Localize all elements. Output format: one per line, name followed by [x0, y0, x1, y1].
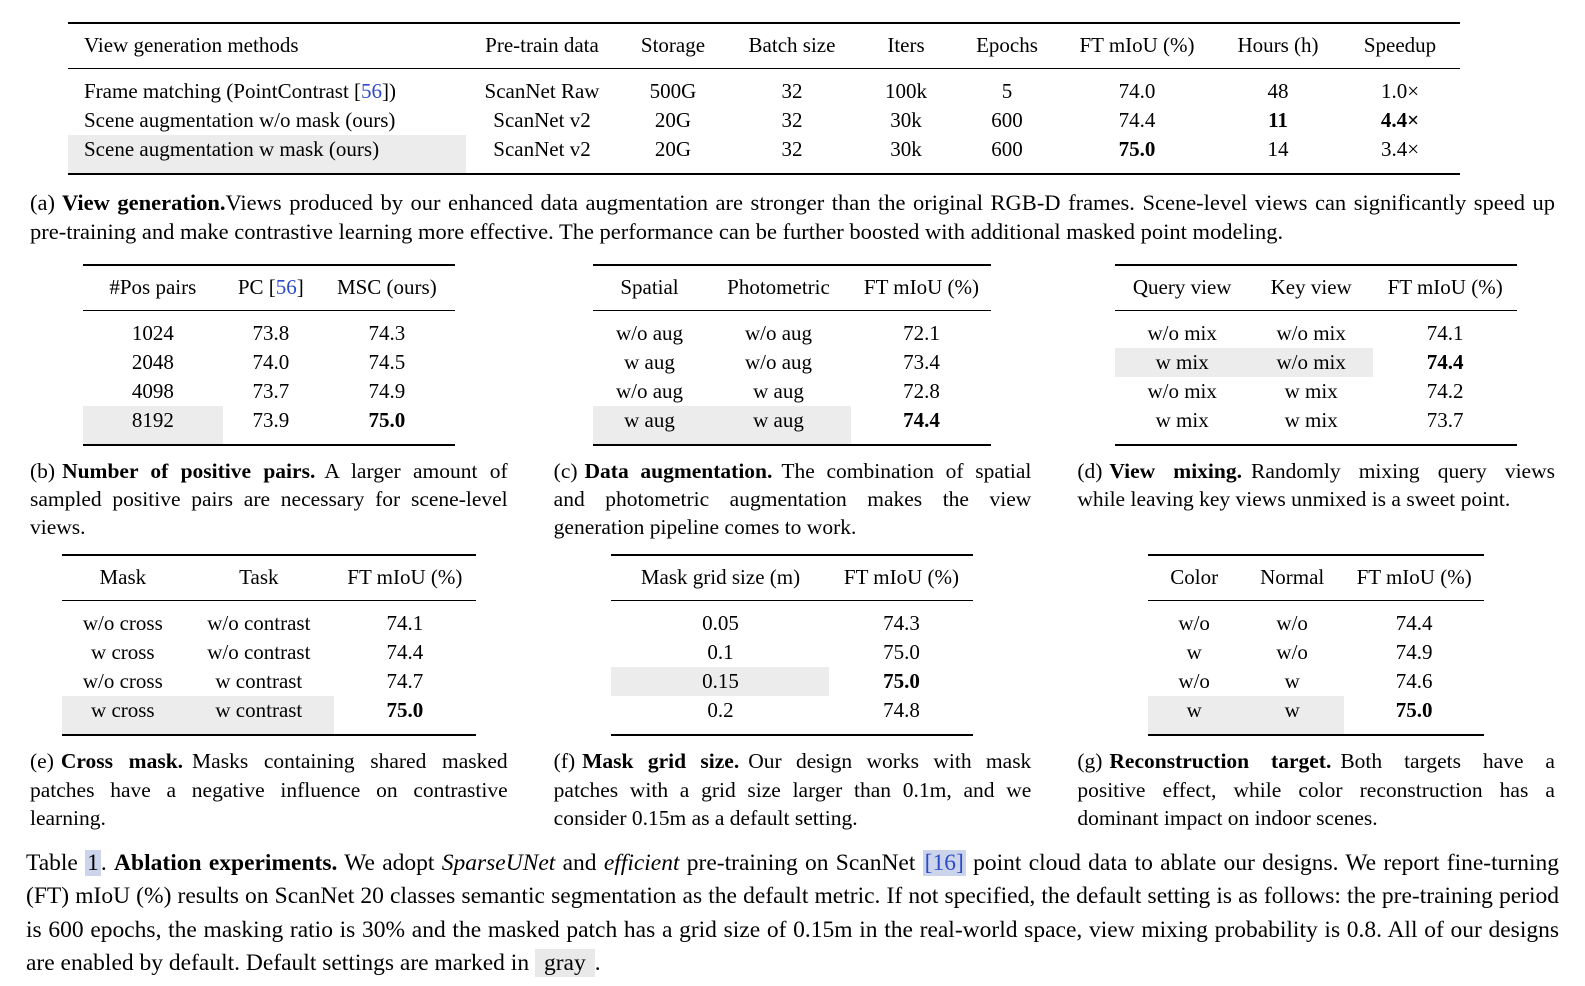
table-cell: 100k: [885, 79, 927, 103]
caption-title: Ablation experiments.: [114, 849, 338, 876]
table-row-default: [611, 667, 973, 696]
caption-title: Reconstruction target.: [1109, 749, 1332, 774]
table-cell: w/o: [1276, 640, 1308, 665]
mask-grid-size-table: [611, 554, 973, 736]
table-cell: w/o aug: [744, 320, 813, 345]
column-header: #Pos pairs: [83, 265, 223, 311]
table-cell: 2048: [131, 349, 174, 374]
column-header: Spatial: [593, 265, 705, 311]
table-cell: 30k: [890, 108, 922, 132]
table-row: [1148, 601, 1484, 639]
column-header: FT mIoU (%): [334, 555, 476, 601]
table-cell: 74.2: [1426, 378, 1464, 403]
italic-sparseunet: SparseUNet: [441, 849, 556, 876]
column-header: FT mIoU (%): [1373, 265, 1517, 311]
table-cell: w/o aug: [744, 349, 813, 374]
caption-b: [30, 457, 508, 541]
caption-label: (b): [30, 458, 56, 483]
table-cell: w mix: [1284, 378, 1338, 403]
table-cell: 74.4: [1395, 611, 1433, 636]
table-cell: 74.4: [1426, 349, 1464, 374]
table-cell: w mix: [1115, 348, 1249, 377]
table-cell: 1024: [131, 320, 174, 345]
table-cell: [68, 69, 466, 107]
caption-a: [30, 188, 1555, 247]
table-cell: w/o cross: [82, 611, 163, 636]
table-cell: 30k: [890, 137, 922, 161]
table-cell: w/o mix: [1276, 320, 1346, 345]
table-row: [1115, 377, 1517, 406]
table-cell: 48: [1267, 79, 1289, 103]
table-cell: 75.0: [883, 640, 920, 665]
table-header-row: [62, 555, 476, 601]
table-cell: 11: [1268, 108, 1288, 132]
table-cell: ScanNet v2: [493, 137, 591, 161]
subfigure-c: [554, 264, 1032, 541]
caption-body: Our design works with mask patches with a grid size larger than 0.1m, and we consider 0.15m as a default setting.: [553, 749, 1032, 830]
column-header: Mask: [62, 555, 184, 601]
column-header: Normal: [1240, 555, 1344, 601]
table-cell: 73.8: [252, 320, 290, 345]
caption-text: and: [562, 849, 597, 876]
table-ref-1[interactable]: 1: [87, 849, 99, 876]
caption-label: (g): [1077, 749, 1103, 774]
caption-title: Cross mask.: [60, 749, 184, 774]
column-header: Pre-train data: [466, 23, 618, 69]
table-row: [611, 601, 973, 639]
header-text: PC [: [237, 274, 276, 299]
caption-c: [554, 457, 1032, 541]
table-cell: 32: [781, 79, 803, 103]
table-cell: 5: [1001, 79, 1013, 103]
table-cell: ScanNet Raw: [484, 79, 600, 103]
table-row: [593, 377, 991, 406]
table-cell: 3.4×: [1380, 137, 1420, 161]
caption-body: Masks containing shared masked patches have a negative influence on contrastive learning.: [30, 749, 508, 830]
caption-label: (f): [553, 749, 576, 774]
table-cell: 75.0: [1395, 698, 1433, 723]
table-cell: 73.9: [252, 407, 290, 432]
header-text: ]: [296, 274, 304, 299]
table-cell: 72.8: [903, 378, 940, 403]
column-header: [223, 265, 319, 311]
column-header: Speedup: [1340, 23, 1460, 69]
table-cell: 72.1: [903, 320, 940, 345]
table-cell: 74.7: [386, 669, 424, 694]
table-cell: 74.0: [252, 349, 290, 374]
caption-text: point cloud data to ablate our designs. We report fine-turning (FT) mIoU (%) results on ScanNet 20 classes semantic segmentation as the default metric. If not specified, the default setting is as follows: the pre-training period is 600 epochs, the masking ratio is 30% and the masked patch has a grid size of 0.15m in the real-world space, view mixing probability is 0.8. All of our designs are enabled by default. Default settings are marked in: [26, 849, 1560, 976]
caption-label: (d): [1077, 458, 1103, 483]
table-cell: w cross: [91, 640, 155, 665]
gray-legend-chip: gray: [535, 949, 595, 977]
caption-body: Both targets have a positive effect, while color reconstruction has a dominant impact on indoor scenes.: [1077, 749, 1555, 830]
table-cell: 14: [1267, 137, 1289, 161]
caption-title: Number of positive pairs.: [62, 458, 316, 483]
caption-text: .: [594, 949, 601, 976]
column-header: Photometric: [705, 265, 851, 311]
table-header-row: [611, 555, 973, 601]
table-cell: w/o mix: [1249, 348, 1373, 377]
table-cell: 73.4: [903, 349, 940, 374]
table-cell: 0.1: [707, 640, 734, 665]
column-header: FT mIoU (%): [1344, 555, 1484, 601]
table-row: [62, 638, 476, 667]
table-cell: 74.5: [368, 349, 406, 374]
caption-prefix: Table: [26, 849, 78, 876]
column-header: View generation methods: [68, 23, 466, 69]
table-cell: 20G: [654, 137, 692, 161]
table-cell: 73.7: [1426, 407, 1464, 432]
column-header: FT mIoU (%): [1058, 23, 1216, 69]
table-cell: w: [1148, 696, 1240, 735]
table-row: [611, 696, 973, 735]
table-header-row: [1148, 555, 1484, 601]
subfigure-e: [30, 554, 508, 831]
table-cell: 0.15: [611, 667, 829, 696]
table-cell: 4.4×: [1380, 108, 1420, 132]
table-cell: 74.3: [368, 320, 406, 345]
caption-text: We adopt: [344, 849, 435, 876]
column-header: Query view: [1115, 265, 1249, 311]
column-header: MSC (ours): [319, 265, 455, 311]
table-cell: 8192: [83, 406, 223, 445]
table-header-row: [593, 265, 991, 311]
table-cell: w contrast: [215, 669, 303, 694]
subfigure-g: [1077, 554, 1555, 831]
table-row-default: [83, 406, 455, 445]
table-cell: 32: [781, 137, 803, 161]
table-cell: 74.6: [1395, 669, 1433, 694]
caption-label: (a): [30, 190, 55, 215]
main-caption: [26, 847, 1559, 980]
table-cell: Scene augmentation w/o mask (ours): [84, 108, 396, 132]
table-cell: 600: [991, 137, 1023, 161]
column-header: Hours (h): [1216, 23, 1340, 69]
table-row: [611, 638, 973, 667]
table-cell: 74.4: [903, 407, 940, 432]
table-row: [83, 310, 455, 348]
caption-g: [1077, 747, 1555, 831]
table-cell: 75.0: [386, 698, 424, 723]
view-generation-table: [68, 22, 1460, 175]
column-header: Color: [1148, 555, 1240, 601]
caption-text: .: [100, 849, 107, 876]
table-cell: w/o mix: [1147, 320, 1217, 345]
table-cell: ScanNet v2: [493, 108, 591, 132]
citation-scannet-16[interactable]: [16]: [924, 849, 964, 876]
table-row-default: [68, 135, 1460, 174]
table-cell: w contrast: [184, 696, 334, 735]
table-row: [83, 348, 455, 377]
citation-pc-56[interactable]: 56: [275, 274, 297, 299]
table-cell: w aug: [753, 378, 804, 403]
table-cell: 74.8: [883, 698, 920, 723]
table-cell: w mix: [1155, 407, 1209, 432]
caption-f: [554, 747, 1032, 831]
italic-efficient: efficient: [603, 849, 680, 876]
table-cell: 1.0×: [1380, 79, 1420, 103]
caption-title: View mixing.: [1109, 458, 1242, 483]
column-header: Key view: [1249, 265, 1373, 311]
subfigure-b: [30, 264, 508, 541]
caption-title: Data augmentation.: [584, 458, 773, 483]
table-cell: 74.1: [1426, 320, 1464, 345]
table-cell: Scene augmentation w mask (ours): [68, 135, 466, 174]
table-row: [62, 601, 476, 639]
caption-label: (e): [30, 749, 54, 774]
table-cell: w aug: [624, 349, 675, 374]
column-header: Mask grid size (m): [611, 555, 829, 601]
column-header: Storage: [618, 23, 728, 69]
table-row-default: [1115, 348, 1517, 377]
table-row: [593, 348, 991, 377]
table-cell: w/o contrast: [207, 640, 311, 665]
column-header: Batch size: [728, 23, 856, 69]
column-header: Iters: [856, 23, 956, 69]
data-augmentation-table: [593, 264, 991, 446]
table-header-row: [1115, 265, 1517, 311]
table-row: [68, 106, 1460, 135]
table-cell: 74.4: [386, 640, 424, 665]
caption-body: A larger amount of sampled positive pairs are necessary for scene-level views.: [30, 458, 508, 540]
table-cell: 32: [781, 108, 803, 132]
table-cell: w: [1240, 696, 1344, 735]
table-cell: w/o: [1178, 669, 1210, 694]
caption-e: [30, 747, 508, 831]
table-cell: w/o aug: [615, 378, 684, 403]
table-cell: 74.9: [1395, 640, 1433, 665]
table-cell: 75.0: [1118, 137, 1156, 161]
table-cell: 20G: [654, 108, 692, 132]
table-cell: w cross: [62, 696, 184, 735]
method-text: ]): [382, 79, 397, 103]
table-row-default: [1148, 696, 1484, 735]
table-cell: 500G: [649, 79, 697, 103]
reconstruction-target-table: [1148, 554, 1484, 736]
table-cell: w/o: [1178, 611, 1210, 636]
citation-pointcontrast-56[interactable]: 56: [361, 79, 383, 103]
table-cell: w: [1186, 640, 1202, 665]
table-row: [1148, 667, 1484, 696]
column-header: Task: [184, 555, 334, 601]
subfigure-f: [554, 554, 1032, 831]
table-row: [1115, 310, 1517, 348]
table-cell: 74.1: [386, 611, 424, 636]
table-cell: w/o cross: [82, 669, 163, 694]
caption-label: (c): [553, 458, 578, 483]
table-cell: 75.0: [883, 669, 920, 694]
table-cell: 4098: [131, 378, 174, 403]
table-cell: w/o aug: [615, 320, 684, 345]
table-cell: 0.2: [707, 698, 734, 723]
caption-text: pre-training on ScanNet: [686, 849, 916, 876]
subfigure-d: [1077, 264, 1555, 541]
table-row-default: [62, 696, 476, 735]
caption-body: Randomly mixing query views while leaving key views unmixed is a sweet point.: [1077, 458, 1555, 512]
method-text: Frame matching (PointContrast [: [84, 79, 362, 103]
table-row-default: [593, 406, 991, 445]
table-row: [593, 310, 991, 348]
table-cell: w/o contrast: [207, 611, 311, 636]
table-cell: 75.0: [368, 407, 406, 432]
table-cell: w mix: [1284, 407, 1338, 432]
caption-title: Mask grid size.: [582, 749, 740, 774]
column-header: FT mIoU (%): [851, 265, 991, 311]
table-row: [83, 377, 455, 406]
table-cell: 74.3: [883, 611, 920, 636]
column-header: FT mIoU (%): [829, 555, 973, 601]
view-mixing-table: [1115, 264, 1517, 446]
table-cell: 0.05: [702, 611, 739, 636]
cross-mask-table: [62, 554, 476, 736]
table-header-row: [83, 265, 455, 311]
table-cell: 73.7: [252, 378, 290, 403]
caption-body: Views produced by our enhanced data augmentation are stronger than the original RGB-D frames. Scene-level views can significantly speed up pre-training and make contrastive learning more effective. The performance can be further boosted with additional masked point modeling.: [30, 190, 1555, 245]
table-row: [68, 69, 1460, 107]
pos-pairs-table: [83, 264, 455, 446]
table-cell: 600: [991, 108, 1023, 132]
table-row: [62, 667, 476, 696]
table-cell: w: [1284, 669, 1300, 694]
table-cell: 74.0: [1118, 79, 1156, 103]
caption-d: [1077, 457, 1555, 513]
table-cell: w aug: [705, 406, 851, 445]
column-header: Epochs: [956, 23, 1058, 69]
table-cell: w/o: [1276, 611, 1308, 636]
table-header-row: [68, 23, 1460, 69]
table-cell: 74.4: [1118, 108, 1156, 132]
table-cell: w aug: [593, 406, 705, 445]
caption-body: The combination of spatial and photometric augmentation makes the view generation pipeline comes to work.: [553, 458, 1032, 540]
table-row: [1148, 638, 1484, 667]
caption-title: View generation.: [61, 190, 226, 215]
table-cell: w/o mix: [1147, 378, 1217, 403]
table-row: [1115, 406, 1517, 445]
table-cell: 74.9: [368, 378, 406, 403]
